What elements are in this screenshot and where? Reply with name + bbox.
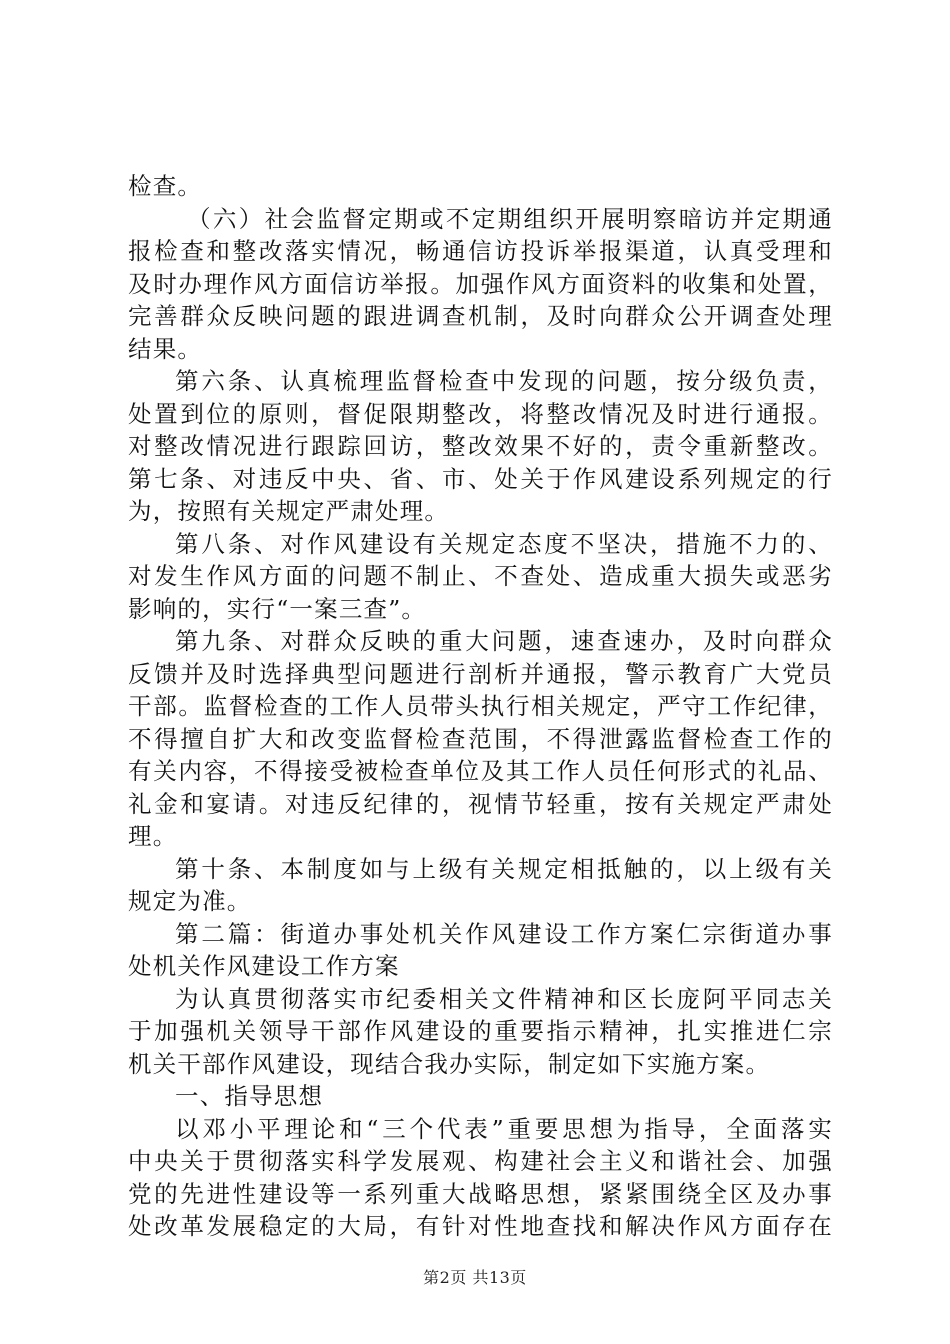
text-line: 为认真贯彻落实市纪委相关文件精神和区长庞阿平同志关	[175, 984, 833, 1013]
text-line: 于加强机关领导干部作风建设的重要指示精神，扎实推进仁宗	[128, 1017, 833, 1045]
text-line: 以邓小平理论和“三个代表”重要思想为指导，全面落实	[175, 1114, 833, 1143]
page-number-footer: 第2页 共13页	[423, 1268, 527, 1287]
text-line: 第八条、对作风建设有关规定态度不坚决，措施不力的、	[175, 529, 833, 558]
text-line: 处置到位的原则，督促限期整改，将整改情况及时进行通报。	[128, 399, 833, 428]
text-line: （六）社会监督定期或不定期组织开展明察暗访并定期通	[187, 204, 833, 233]
text-line: 中央关于贯彻落实科学发展观、构建社会主义和谐社会、加强	[128, 1147, 833, 1175]
text-line: 对发生作风方面的问题不制止、不查处、造成重大损失或恶劣	[128, 562, 833, 590]
text-line: 检查。	[128, 172, 203, 200]
text-line: 礼金和宴请。对违反纪律的，视情节轻重，按有关规定严肃处	[128, 789, 833, 818]
text-line: 理。	[128, 822, 178, 850]
text-line: 规定为准。	[128, 887, 252, 915]
text-line: 及时办理作风方面信访举报。加强作风方面资料的收集和处置，	[128, 269, 833, 298]
text-line: 第十条、本制度如与上级有关规定相抵触的，以上级有关	[175, 854, 833, 883]
text-line: 第六条、认真梳理监督检查中发现的问题，按分级负责，	[175, 367, 833, 395]
section-heading-line: 第二篇：街道办事处机关作风建设工作方案仁宗街道办事	[175, 919, 833, 948]
document-body	[128, 170, 833, 1243]
text-line: 有关内容，不得接受被检查单位及其工作人员任何形式的礼品、	[128, 757, 833, 785]
text-line: 机关干部作风建设，现结合我办实际，制定如下实施方案。	[128, 1049, 771, 1078]
text-line: 第九条、对群众反映的重大问题，速查速办，及时向群众	[175, 627, 833, 655]
text-line: 对整改情况进行跟踪回访，整改效果不好的，责令重新整改。	[128, 432, 833, 460]
text-line: 第七条、对违反中央、省、市、处关于作风建设系列规定的行	[128, 464, 833, 493]
text-line: 完善群众反映问题的跟进调查机制，及时向群众公开调查处理	[128, 302, 833, 330]
text-line: 党的先进性建设等一系列重大战略思想，紧紧围绕全区及办事	[128, 1179, 833, 1208]
text-line: 反馈并及时选择典型问题进行剖析并通报，警示教育广大党员	[128, 659, 833, 688]
text-line: 结果。	[128, 334, 203, 363]
text-line: 处改革发展稳定的大局，有针对性地查找和解决作风方面存在	[128, 1212, 833, 1240]
text-line: 为，按照有关规定严肃处理。	[128, 497, 450, 525]
subheading-line: 一、指导思想	[175, 1082, 324, 1110]
text-line: 报检查和整改落实情况，畅通信访投诉举报渠道，认真受理和	[128, 237, 833, 265]
text-line: 影响的，实行“一案三查”。	[128, 594, 427, 623]
text-line: 干部。监督检查的工作人员带头执行相关规定，严守工作纪律，	[128, 692, 833, 720]
section-heading-line: 处机关作风建设工作方案	[128, 952, 400, 980]
text-line: 不得擅自扩大和改变监督检查范围，不得泄露监督检查工作的	[128, 724, 833, 753]
